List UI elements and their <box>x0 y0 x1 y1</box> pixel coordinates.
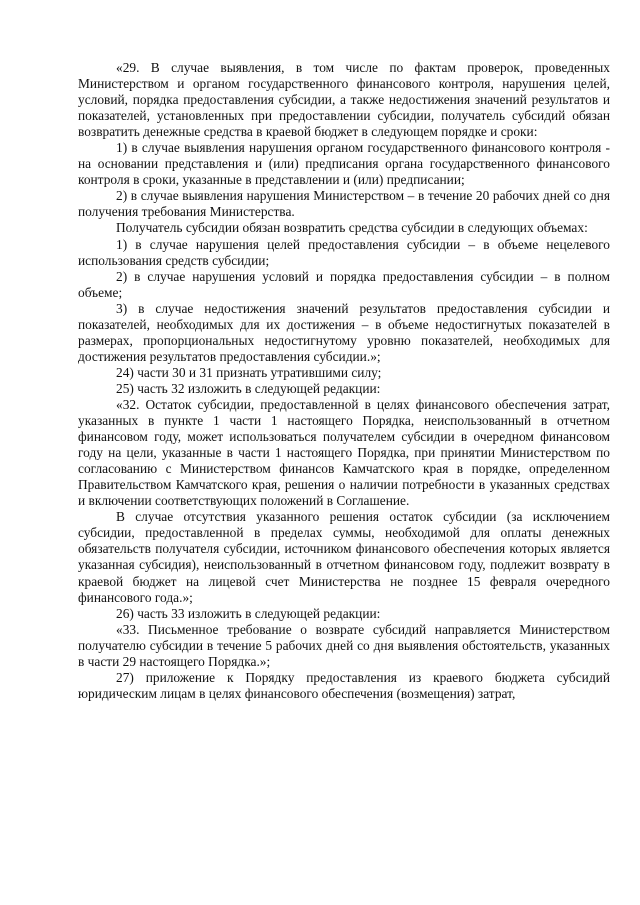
paragraph-29-item-1: 1) в случае выявления нарушения органом государственного финансового контроля - на основании представления и (или) предписания органа государственного финансового контроля в сроки, указанные в представлении и (или) предписании; <box>78 140 610 188</box>
paragraph-32-continuation: В случае отсутствия указанного решения остаток субсидии (за исключением субсидии, предоставленной в пределах суммы, необходимой для оплаты денежных обязательств получателя субсидии, источником финансового обеспечения которых является указанная субсидия), неиспользованный в отчетном финансовом году, подлежит возврату в краевой бюджет на лицевой счет Министерства не позднее 15 февраля очередного финансового года.»; <box>78 509 610 605</box>
paragraph-amendment-25: 25) часть 32 изложить в следующей редакции: <box>116 380 381 396</box>
paragraph-volume-item-3: 3) в случае недостижения значений результатов предоставления субсидии и показателей, необходимых для их достижения – в объеме недостигнутых показателей в размерах, пропорциональных недостигнутому уровню показателей, необходимых для достижения результатов предоставления субсидии.»; <box>78 300 610 364</box>
paragraph-return-volumes: Получатель субсидии обязан возвратить средства субсидии в следующих объемах: <box>116 220 588 236</box>
paragraph-29: «29. В случае выявления, в том числе по фактам проверок, проведенных Министерством и органом государственного финансового контроля, нарушения целей, условий, порядка предоставления субсидии, а также недостижения значений результатов и показателей, установленных при предоставлении субсидии, получатель субсидий обязан возвратить денежные средства в краевой бюджет в следующем порядке и сроки: <box>78 60 610 140</box>
paragraph-32: «32. Остаток субсидии, предоставленной в целях финансового обеспечения затрат, указанных в пункте 1 части 1 настоящего Порядка, неиспользованный в отчетном финансовом году, может использоваться получателем субсидии в очередном финансовом году на цели, указанные в части 1 настоящего Порядка, при принятии Министерством по согласованию с Министерством финансов Камчатского края в порядке, определенном Правительством Камчатского края, решения о наличии потребности в указанных средствах и включении соответствующих положений в Соглашение. <box>78 396 610 509</box>
paragraph-volume-item-2: 2) в случае нарушения условий и порядка предоставления субсидии – в полном объеме; <box>78 268 610 300</box>
paragraph-amendment-24: 24) части 30 и 31 признать утратившими силу; <box>116 364 382 380</box>
document-page <box>78 60 610 702</box>
paragraph-amendment-26: 26) часть 33 изложить в следующей редакции: <box>116 605 381 621</box>
paragraph-amendment-27: 27) приложение к Порядку предоставления из краевого бюджета субсидий юридическим лицам в целях финансового обеспечения (возмещения) затрат, <box>78 669 610 701</box>
paragraph-29-item-2: 2) в случае выявления нарушения Министерством – в течение 20 рабочих дней со дня получения требования Министерства. <box>78 188 610 220</box>
paragraph-volume-item-1: 1) в случае нарушения целей предоставления субсидии – в объеме нецелевого использования средств субсидии; <box>78 236 610 268</box>
paragraph-33: «33. Письменное требование о возврате субсидий направляется Министерством получателю субсидии в течение 5 рабочих дней со дня выявления обстоятельств, указанных в части 29 настоящего Порядка.»; <box>78 621 610 669</box>
